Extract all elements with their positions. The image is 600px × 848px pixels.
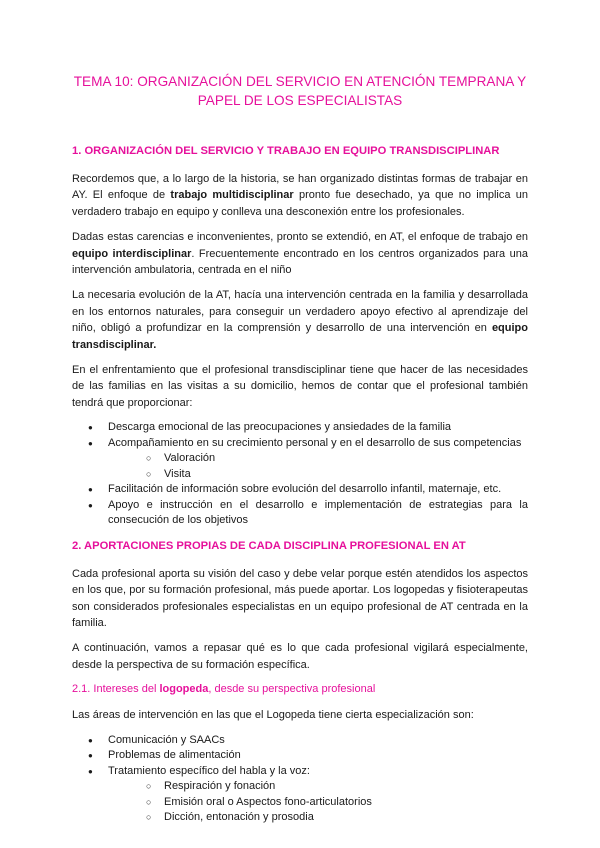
paragraph-6: A continuación, vamos a repasar qué es lo que cada profesional vigilará especialmente, desde la perspectiva de su formación específica. bbox=[72, 642, 528, 671]
list-item: ● Problemas de alimentación bbox=[72, 748, 528, 764]
section-1-heading: 1. ORGANIZACIÓN DEL SERVICIO Y TRABAJO EN EQUIPO TRANSDISCIPLINAR bbox=[72, 145, 500, 157]
list-item: ○ Dicción, entonación y prosodia bbox=[108, 810, 528, 826]
list-item: ○ Respiración y fonación bbox=[108, 779, 528, 795]
page-title: TEMA 10: ORGANIZACIÓN DEL SERVICIO EN ATENCIÓN TEMPRANA Y PAPEL DE LOS ESPECIALISTAS bbox=[73, 74, 527, 108]
sublist bbox=[108, 779, 528, 826]
list-item: ○ Visita bbox=[108, 467, 528, 483]
list-item: ● Facilitación de información sobre evolución del desarrollo infantil, maternaje, etc. bbox=[72, 482, 528, 498]
intervention-list bbox=[72, 733, 528, 826]
sublist bbox=[108, 451, 528, 482]
paragraph-1: Recordemos que, a lo largo de la historia, se han organizado distintas formas de trabajar en AY. El enfoque de trabajo multidisciplinar pronto fue desechado, ya que no implica un verdadero trabajo en equipo y conlleva una desconexión entre los profesionales. bbox=[72, 173, 529, 218]
paragraph-4: En el enfrentamiento que el profesional transdisciplinar tiene que hacer de las necesidades de las familias en las visitas a su domicilio, hemos de contar que el profesional también tendrá que proporcionar: bbox=[72, 364, 528, 409]
list-item: ○ Valoración bbox=[108, 451, 528, 467]
list-item: ○ Emisión oral o Aspectos fono-articulatorios bbox=[108, 795, 528, 811]
subsection-heading: 2.1. Intereses del logopeda, desde su perspectiva profesional bbox=[72, 683, 376, 696]
list-item: ● Descarga emocional de las preocupaciones y ansiedades de la familia bbox=[72, 420, 528, 436]
list-item: ● Acompañamiento en su crecimiento personal y en el desarrollo de sus competencias ○ Valoración ○ Visita bbox=[72, 436, 528, 483]
paragraph-5: Cada profesional aporta su visión del caso y debe velar porque estén atendidos los aspectos en los que, por su formación profesional, más puede aportar. Los logopedas y fisioterapeutas son considerados profesionales especialistas en un equipo profesional de AT centrada en la familia. bbox=[72, 567, 528, 629]
support-list bbox=[72, 420, 528, 529]
paragraph-3: La necesaria evolución de la AT, hacía una intervención centrada en la familia y desarrollada en los entornos naturales, para conseguir un verdadero apoyo efectivo al aprendizaje del niño, obligó a profundizar en la comprensión y desarrollo de una intervención en equipo transdisciplinar. bbox=[72, 289, 528, 351]
paragraph-2: Dadas estas carencias e inconvenientes, pronto se extendió, en AT, el enfoque de trabajo en equipo interdisciplinar. Frecuentemente encontrado en los centros organizados para una intervención ambulatoria, centrada en el niño bbox=[72, 231, 528, 277]
list-item: ● Tratamiento específico del habla y la voz: ○ Respiración y fonación ○ Emisión oral o Aspectos fono-articulatorios ○ Dicción, entonación y prosodia bbox=[72, 764, 528, 826]
section-2-heading: 2. APORTACIONES PROPIAS DE CADA DISCIPLINA PROFESIONAL EN AT bbox=[72, 539, 466, 552]
list-item: ● Comunicación y SAACs bbox=[72, 733, 528, 749]
list-item: ● Apoyo e instrucción en el desarrollo e implementación de estrategias para la consecución de los objetivos bbox=[72, 498, 528, 529]
paragraph-7: Las áreas de intervención en las que el Logopeda tiene cierta especialización son: bbox=[72, 709, 474, 722]
